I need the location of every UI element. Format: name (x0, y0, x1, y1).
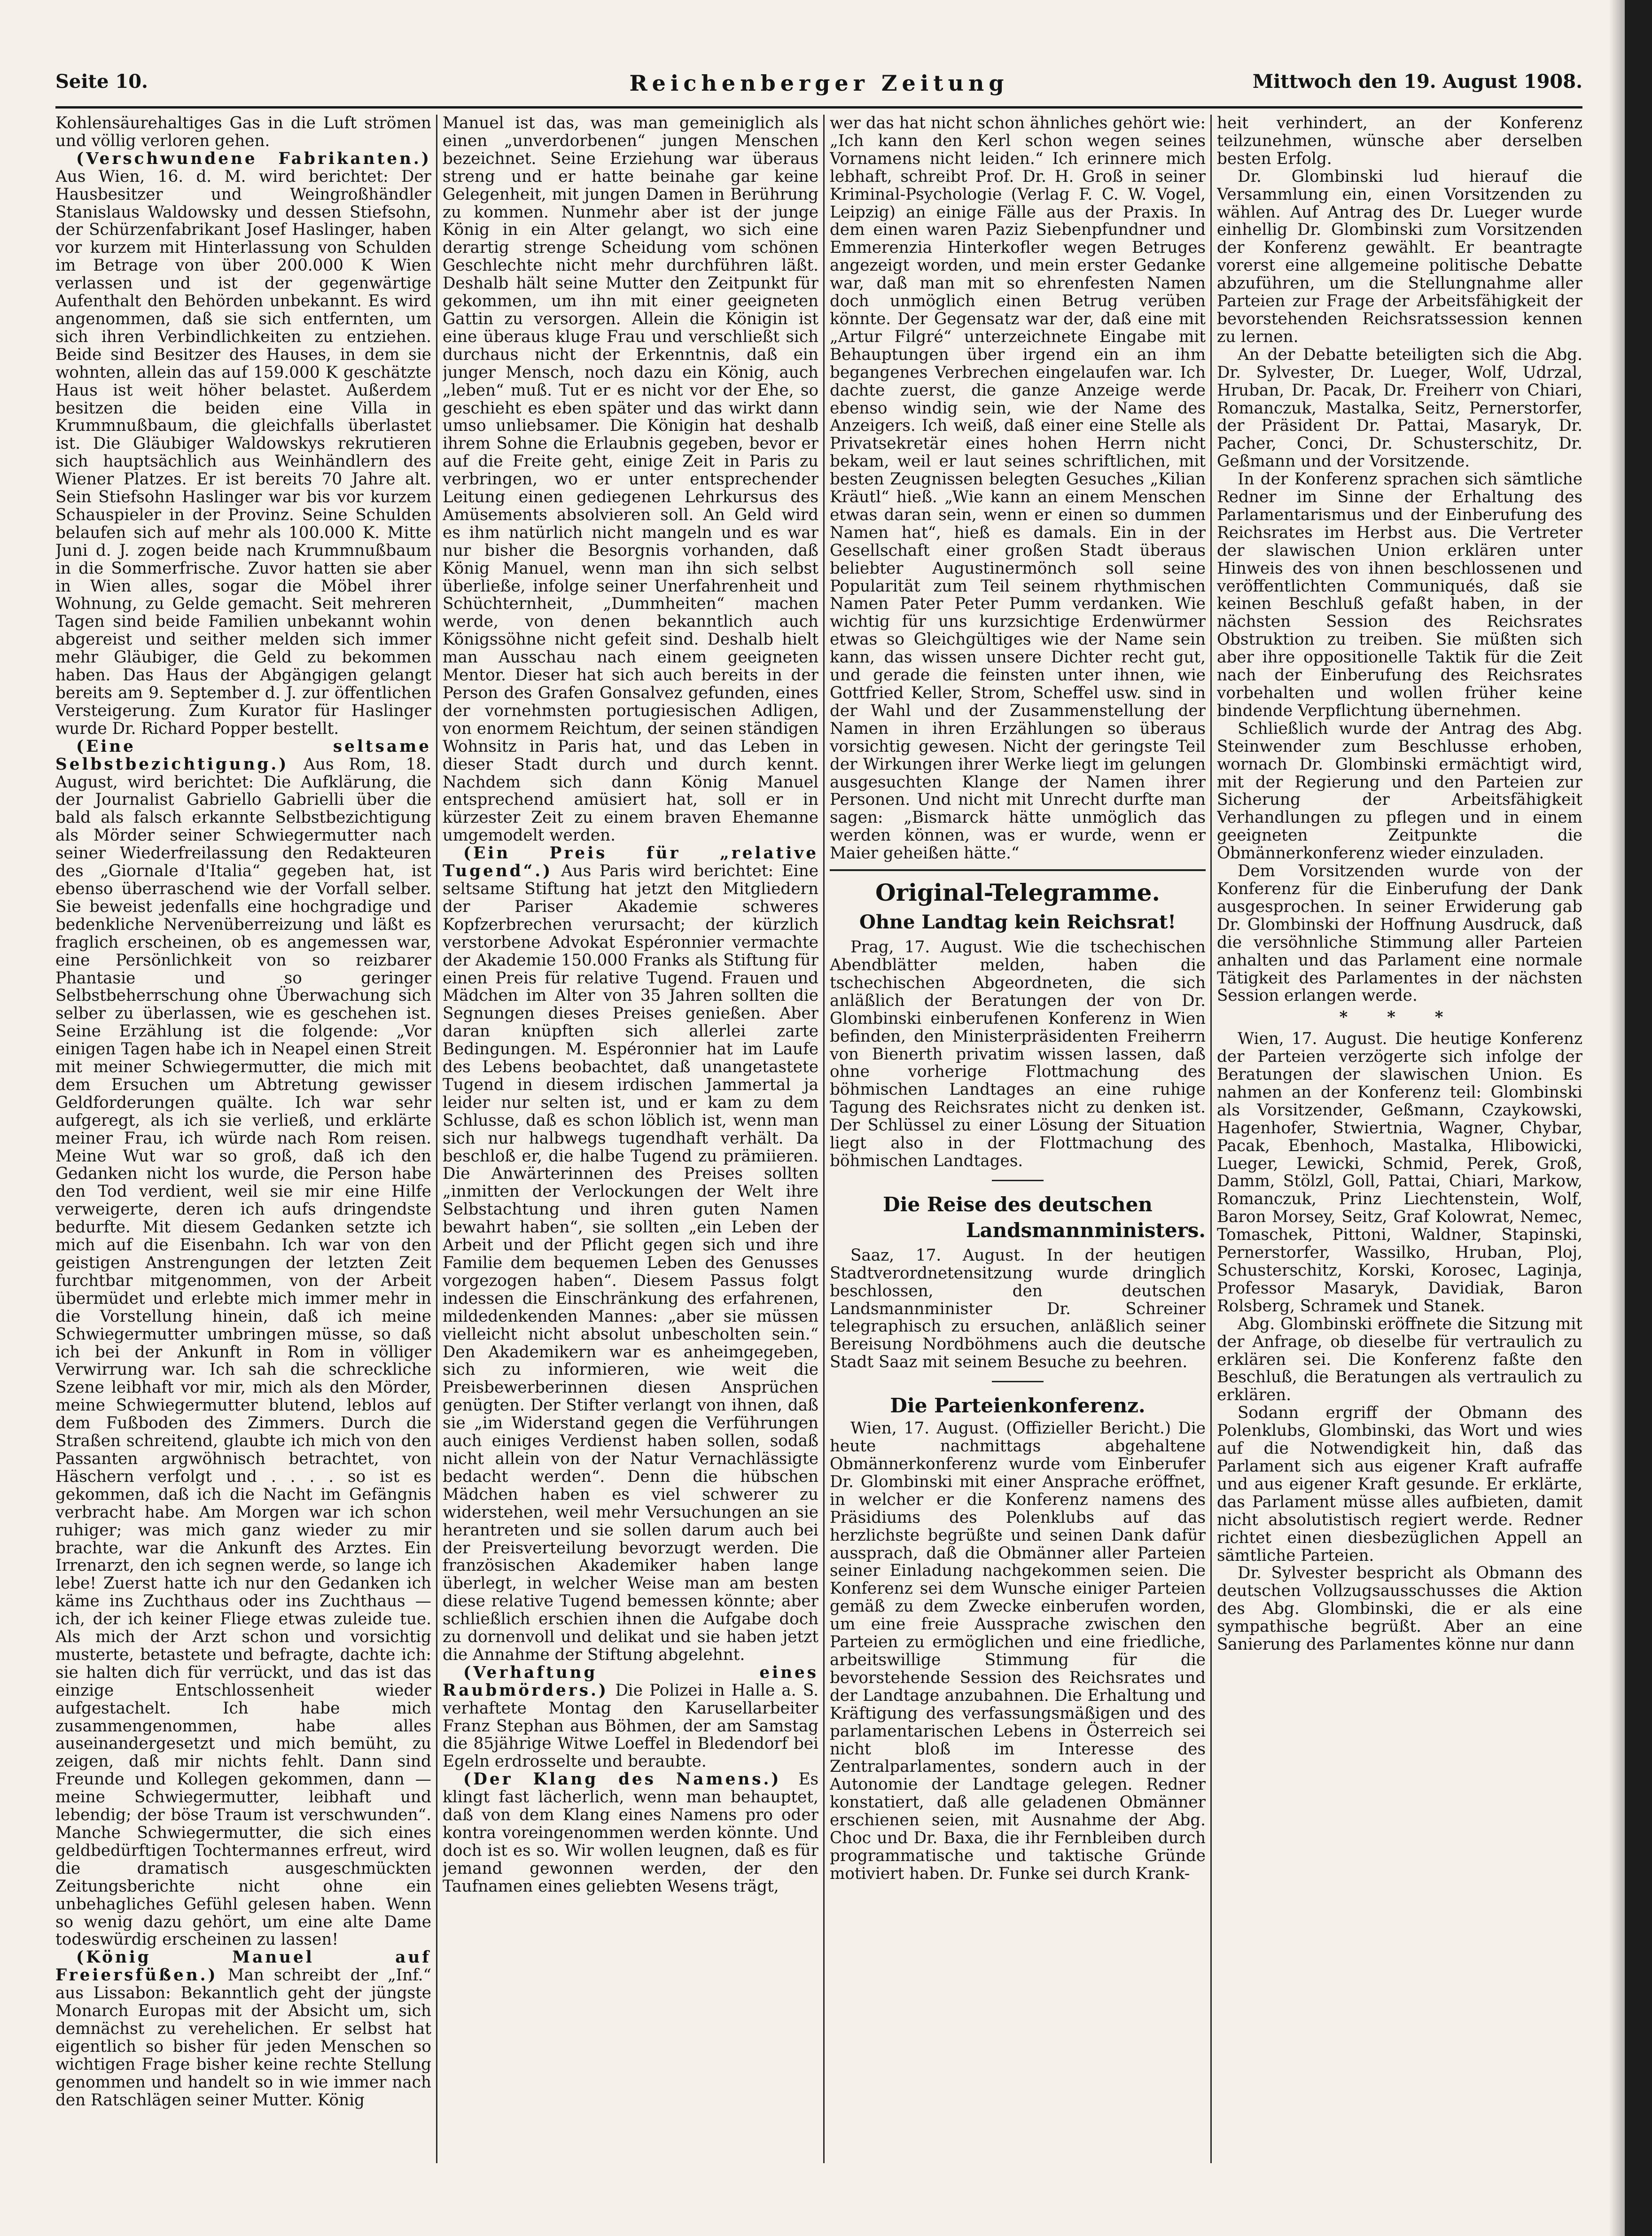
paragraph: Abg. Glombinski eröffnete die Sitzung mit der Anfrage, ob dieselbe für vertraulich zu erklären sei. Die Konferenz faßte den Beschluß, die Beratungen als vertraulich zu erklären. (1217, 1314, 1582, 1405)
telegram-saaz: Saaz, 17. August. In der heutigen Stadtverordnetensitzung wurde dringlich beschlossen, den deutschen Landsmannminister Dr. Schreiner telegraphisch zu ersuchen, anläßlich seiner Bereisung Nordböhmens auch die deutsche Stadt Saaz mit seinem Besuche zu beehren. (830, 1246, 1206, 1372)
paragraph: Sodann ergriff der Obmann des Polenklubs, Glombinski, das Wort und wies auf die Notwendigkeit hin, daß das Parlament sich aus eigener Kraft aufraffe und aus eigener Kraft gesunde. Er erklärte, das Parlament müsse alles aufbieten, damit nicht absolutistisch regiert werde. Redner richtet einen diesbezüglichen Appell an sämtliche Parteien. (1217, 1403, 1582, 1565)
issue-date: Mittwoch den 19. August 1908. (1252, 70, 1582, 93)
scan-edge (1625, 0, 1652, 2236)
article-arrest (443, 1664, 818, 1771)
paragraph: In der Konferenz sprachen sich sämtliche Redner im Sinne der Erhaltung des Parlamentarismus und der Einberufung des Reichsrates im Herbst aus. Die Vertreter der slawischen Union erklären unter Hinweis des von ihnen beschlossenen und veröffentlichten Communiqués, daß sie keinen Beschluß gefaßt haben, in der nächsten Session des Reichsrates Obstruktion zu treiben. Sie müßten sich aber ihre oppositionelle Taktik für die Zeit nach der Einberufung des Reichsrates vorbehalten und wollen früher keine bindende Verpflichtung übernehmen. (1217, 470, 1582, 720)
paragraph: An der Debatte beteiligten sich die Abg. Dr. Sylvester, Dr. Lueger, Wolf, Udrzal, Hruban, Dr. Pacak, Dr. Freiherr von Chiari, Romanczuk, Mastalka, Seitz, Pernerstorfer, der Präsident Dr. Pattai, Masaryk, Dr. Pacher, Conci, Dr. Schusterschitz, Dr. Geßmann und der Vorsitzende. (1217, 345, 1582, 471)
section-heading-minister-1: Die Reise des deutschen (883, 1192, 1153, 1216)
telegram-prague: Prag, 17. August. Wie die tschechischen Abendblätter melden, haben die tschechischen Abgeordneten, die sich anläßlich der Beratungen der von Dr. Glombinski einberufenen Konferenz in Wien befinden, den Ministerpräsidenten Freiherrn von Bienerth privatim wissen lassen, daß ohne vorherige Flottmachung des böhmischen Landtages an eine ruhige Tagung des Reichsrates nicht zu denken ist. Der Schlüssel zu einer Lösung der Situation liegt also in der Flottmachung des böhmischen Landtages. (830, 938, 1206, 1170)
paragraph: Schließlich wurde der Antrag des Abg. Steinwender zum Beschlusse erhoben, wornach Dr. Glombinski ermächtigt wird, mit der Regierung und den Parteien zur Sicherung der Arbeitsfähigkeit Verhandlungen zu pflegen und in einem geeigneten Zeitpunkte die Obmännerkonferenz wieder einzuladen. (1217, 719, 1582, 863)
article-title: (Eine seltsame Selbstbezichtigung.) (55, 737, 431, 774)
article-title: (König Manuel auf Freiersfüßen.) (55, 1948, 431, 1985)
section-heading-conference: Die Parteienkonferenz. (890, 1394, 1145, 1418)
header-rule (55, 106, 1582, 109)
article-sound-of-name (443, 1771, 818, 1895)
article-title: (Der Klang des Namens.) (463, 1770, 781, 1789)
article-body: Es klingt fast lächerlich, wenn man behauptet, daß von dem Klang eines Namens pro oder kontra voreingenommen werden könnte. Und doch ist es so. Wir wollen leugnen, daß es für jemand gewonnen werden, der den Taufnamen eines geliebten Wesens trägt, (443, 1770, 818, 1896)
article-continuation: Manuel ist das, was man gemeiniglich als einen „unverdorbenen“ jungen Menschen bezeichnet. Seine Erziehung war überaus streng und er hatte beinahe gar keine Gelegenheit, mit jungen Damen in Berührung zu kommen. Nunmehr aber ist der junge König in ein Alter gelangt, wo sich eine derartig strenge Scheidung vom schönen Geschlechte nicht mehr durchführen läßt. Deshalb hält seine Mutter den Zeitpunkt für gekommen, um ihn mit einer geeigneten Gattin zu versorgen. Allein die Königin ist eine überaus kluge Frau und verschließt sich durchaus nicht der Erkenntnis, daß ein junger Mensch, noch dazu ein König, auch „leben“ muß. Tut er es nicht vor der Ehe, so geschieht es eben später und das wirkt dann umso unliebsamer. Die Königin hat deshalb ihrem Sohne die Erlaubnis gegeben, bevor er auf die Freite geht, einige Zeit in Paris zu verbringen, wo er unter entsprechender Leitung einen gediegenen Lehrkursus des Amüsements absolvieren soll. An Geld wird es ihm natürlich nicht mangeln und es war nur bisher die Besorgnis vorhanden, daß König Manuel, wenn man ihn sich selbst überließe, infolge seiner Unerfahrenheit und Schüchternheit, „Dummheiten“ machen werde, von denen bekanntlich auch Königssöhne nicht gefeit sind. Deshalb hielt man Ausschau nach einem geeigneten Mentor. Dieser hat sich auch bereits in der Person des Grafen Gonsalvez gefunden, eines der vornehmsten portugiesischen Adligen, von enormem Reichtum, der seinen ständigen Wohnsitz in Paris hat, und das Leben in dieser Stadt durch und durch kennt. Nachdem sich dann König Manuel entsprechend amüsiert hat, soll er in kürzester Zeit zu einem braven Ehemanne umgemodelt werden. (443, 115, 818, 845)
telegrams-heading: Original-Telegramme. (875, 879, 1160, 907)
scan-shadow (1609, 0, 1625, 2236)
article-title: (Verhaftung eines Raubmörders.) (443, 1663, 818, 1700)
paragraph: Dem Vorsitzenden wurde von der Konferenz für die Einberufung der Dank ausgesprochen. In seiner Erwiderung gab Dr. Glombinski der Hoffnung Ausdruck, daß die versöhnliche Stimmung aller Parteien anhalten und das Parlament eine normale Tätigkeit des Parlamentes in der nächsten Session erlangen werde. (1217, 862, 1582, 1005)
column-1 (55, 115, 431, 2163)
paragraph: Dr. Glombinski lud hierauf die Versammlung ein, einen Vorsitzenden zu wählen. Auf Antrag des Dr. Lueger wurde einhellig Dr. Glombinski zum Vorsitzenden der Konferenz gewählt. Er beantragte vorerst eine allgemeine politische Debatte abzuführen, um die Stellungnahme aller Parteien zur Frage der Arbeitsfähigkeit der bevorstehenden Reichsratssession kennen zu lernen. (1217, 167, 1582, 346)
article-missing-manufacturers (55, 150, 431, 738)
column-3 (830, 115, 1206, 2163)
article-body: Man schreibt der „Inf.“ aus Lissabon: Bekanntlich geht der jüngste Monarch Europas mit der Absicht um, sich demnächst zu verehelichen. Er selbst hat eigentlich so bisher für jeden Menschen so wichtigen Frage bisher keine rechte Stellung genommen und handelt so in wie immer nach den Ratschlägen seiner Mutter. König (55, 1966, 431, 2110)
article-continuation: wer das hat nicht schon ähnliches gehört wie: „Ich kann den Kerl schon wegen seines Vornamens nicht leiden.“ Ich erinnere mich lebhaft, schreibt Prof. Dr. H. Groß in seiner Kriminal-Psychologie (Verlag F. C. W. Vogel, Leipzig) an einige Fälle aus der Praxis. In dem einen waren Paziz Siebenpfundner und Emmerenzia Hinterkofler wegen Betruges angezeigt worden, und mein erster Gedanke war, daß man mit so ehrenfesten Namen doch unmöglich einen Betrug verüben könnte. Der Gegensatz war der, daß eine mit „Artur Filgré“ unterzeichnete Eingabe mit Behauptungen über irgend ein an ihm begangenes Verbrechen eingelaufen war. Ich dachte zuerst, die ganze Anzeige werde ebenso windig sein, wie der Name des Anzeigers. Ich weiß, daß einer eine Stelle als Privatsekretär eines hohen Herrn nicht bekam, weil er laut seines schriftlichen, mit besten Zeugnissen belegten Gesuches „Kilian Kräutl“ hieß. „Wie kann an einem Menschen etwas daran sein, wenn er einen so dummen Namen hat“, hieß es damals. Ein in der Gesellschaft einer großen Stadt überaus beliebter Augustinermönch soll seine Popularität zum Teil seinem rhythmischen Namen Pater Peter Pumm verdanken. Wie wichtig für uns kurzsichtige Erdenwürmer etwas so Gleichgültiges wie der Name sein kann, das wissen unsere Dichter recht gut, und gerade die feinsten unter ihnen, wie Gottfried Keller, Strom, Scheffel usw. sind in der Wahl und der Zusammenstellung der Namen in ihren Erzählungen so überaus vorsichtig gewesen. Nicht der geringste Teil der Wirkungen ihrer Werke liegt im gelungen ausgesuchten Klange der Namen ihrer Personen. Und nicht mit Unrecht durfte man sagen: „Bismarck hätte unmöglich das werden können, was er wurde, wenn er Maier geheißen hätte.“ (830, 115, 1206, 863)
article-body: Aus Paris wird berichtet: Eine seltsame Stiftung hat jetzt den Mitgliedern der Pariser Akademie schweres Kopfzerbrechen verursacht; der kürzlich verstorbene Advokat Espéronnier vermachte der Akademie 150.000 Franks als Stiftung für einen Preis für relative Tugend. Frauen und Mädchen im Alter von 35 Jahren sollten die Segnungen dieses Preises genießen. Aber daran knüpften sich allerlei zarte Bedingungen. M. Espéronnier hat im Laufe des Lebens beobachtet, daß unangetastete Tugend in diesem irdischen Jammertal ja leider nur selten ist, und er kam zu dem Schlusse, daß es schon löblich ist, wenn man sich nur halbwegs tugendhaft verhält. Da beschloß er, die halbe Tugend zu prämiieren. Die Anwärterinnen des Preises sollten „inmitten der Verlockungen der Welt ihre Selbstachtung und ihren guten Namen bewahrt haben“, sie sollten „ein Leben der Arbeit und der Pflicht gegen sich und ihre Familie dem bequemen Leben des Genusses vorgezogen haben“. Diesem Passus folgt indessen die Einschränkung des erfahrenen, mildedenkenden Mannes: „aber sie müssen vielleicht nicht absolut unbescholten sein.“ Den Akademikern war es anheimgegeben, sich zu informieren, wie weit die Preisbewerberinnen diesen Ansprüchen genügten. Der Stifter verlangt von ihnen, daß sie „im Widerstand gegen die Verführungen auch einiges Verdienst haben sollen, sodaß nicht allein von der Natur Vernachlässigte bedacht werden“. Denn die hübschen Mädchen haben es viel schwerer zu widerstehen, weil mehr Versuchungen an sie herantreten und sie sollen darum auch bei der Preisverteilung bevorzugt werden. Die französischen Akademiker haben lange überlegt, in welcher Weise man am besten diese relative Tugend bemessen könnte; aber schließlich erschien ihnen die Aufgabe doch zu dornenvoll und delikat und sie haben jetzt die Annahme der Stiftung abgelehnt. (443, 862, 818, 1664)
article-virtue-prize (443, 845, 818, 1664)
article-body: Aus Wien, 16. d. M. wird berichtet: Der Hausbesitzer und Weingroßhändler Stanislaus Waldowsky und dessen Stiefsohn, der Schürzenfabrikant Josef Haslinger, haben vor kurzem mit Hinterlassung von Schulden im Betrage von über 200.000 K Wien verlassen und ist der gegenwärtige Aufenthalt den Behörden unbekannt. Es wird angenommen, daß sie sich entfernten, um sich ihren Verbindlichkeiten zu entziehen. Beide sind Besitzer des Hauses, in dem sie wohnten, allein das auf 159.000 K geschätzte Haus ist weit höher belastet. Außerdem besitzen die beiden eine Villa in Krummnußbaum, die gleichfalls überlastet ist. Die Gläubiger Waldowskys rekrutieren sich hauptsächlich aus Weinhändlern des Wiener Platzes. Er ist bereits 70 Jahre alt. Sein Stiefsohn Haslinger war bis vor kurzem Schauspieler in der Provinz. Seine Schulden belaufen sich auf mehr als 100.000 K. Mitte Juni d. J. zogen beide nach Krummnußbaum in die Sommerfrische. Zuvor hatten sie aber in Wien alles, sogar die Möbel ihrer Wohnung, zu Gelde gemacht. Seit mehreren Tagen sind beide Familien unbekannt wohin abgereist und seither melden sich immer mehr Gläubiger, die Geld zu bekommen haben. Das Haus der Abgängigen gelangt bereits am 9. September d. J. zur öffentlichen Versteigerung. Zum Kurator für Haslinger wurde Dr. Richard Popper bestellt. (55, 167, 431, 738)
column-rule-3 (1210, 115, 1212, 2163)
article-continuation: Kohlensäurehaltiges Gas in die Luft strömen und völlig verloren gehen. (55, 115, 431, 150)
paragraph: Wien, 17. August. Die heutige Konferenz der Parteien verzögerte sich infolge der Beratungen der slawischen Union. Es nahmen an der Konferenz teil: Glombinski als Vorsitzender, Geßmann, Czaykowski, Hagenhofer, Stwiertnia, Wagner, Chybar, Pacak, Ebenhoch, Mastalka, Hlibowicki, Lueger, Lewicki, Schmid, Perek, Groß, Damm, Stölzl, Goll, Pattai, Chiari, Markow, Romanczuk, Prinz Liechtenstein, Wolf, Baron Morsey, Seitz, Graf Kolowrat, Nemec, Tomaschek, Pittoni, Waldner, Stapinski, Pernerstorfer, Wassilko, Hruban, Ploj, Schusterschitz, Korski, Korosec, Laginja, Professor Masaryk, Davidiak, Baron Rolsberg, Schramek und Stanek. (1217, 1029, 1582, 1316)
column-4 (1217, 115, 1582, 2163)
page-header (55, 70, 1582, 101)
article-body: Die Polizei in Halle a. S. verhaftete Montag den Karusellarbeiter Franz Stephan aus Böhmen, der am Samstag die 85jährige Witwe Loeffel in Bledendorf bei Egeln erdrosselte und beraubte. (443, 1681, 818, 1771)
column-2 (443, 115, 818, 2163)
article-title: (Ein Preis für „relative Tugend“.) (443, 844, 818, 881)
article-title: (Verschwundene Fabrikanten.) (76, 149, 431, 168)
divider (992, 1180, 1044, 1181)
page-number: Seite 10. (55, 70, 148, 93)
divider (992, 1381, 1044, 1382)
section-stars: * * * (1339, 1008, 1460, 1027)
column-rule-1 (436, 115, 437, 2163)
column-rule-2 (823, 115, 825, 2163)
telegram-subheading: Ohne Landtag kein Reichsrat! (859, 911, 1176, 934)
article-body: Aus Rom, 18. August, wird berichtet: Die Aufklärung, die der Journalist Gabriello Gabrielli über die bald als falsch erkannte Selbstbezichtigung als Mörder seiner Schwiegermutter nach seiner Wiederfreilassung den Redakteuren des „Giornale d'Italia“ gegeben hat, ist ebenso überraschend wie der Vorfall selber. Sie beweist jedenfalls eine hochgradige und bedenkliche Nervenüberreizung und läßt es fraglich erscheinen, ob es angemessen war, eine Persönlichkeit von so reizbarer Phantasie und so geringer Selbstbeherrschung ohne Überwachung sich selber zu überlassen, wie es geschehen ist. Seine Erzählung ist die folgende: „Vor einigen Tagen habe ich in Neapel einen Streit mit meiner Schwiegermutter, die mich mit dem Ersuchen um Abtretung gewisser Geldforderungen quälte. Ich war sehr aufgeregt, als ich sie verließ, und erklärte meiner Frau, ich würde nach Rom reisen. Meine Wut war so groß, daß ich den Gedanken nicht los wurde, die Person habe den Tod verdient, weil sie mir eine Hilfe verweigerte, deren ich aufs dringendste bedurfte. Mit diesem Gedanken setzte ich mich auf die Eisenbahn. Ich war von den geistigen Anstrengungen der letzten Zeit furchtbar mitgenommen, von der Arbeit übermüdet und erlebte mich immer mehr in die Vorstellung hinein, daß ich meine Schwiegermutter umbringen müsse, so daß ich bei der Ankunft in Rom in völliger Verwirrung war. Ich sah die schreckliche Szene leibhaft vor mir, mich als den Mörder, meine Schwiegermutter blutend, leblos auf dem Fußboden des Zimmers. Durch die Straßen schreitend, glaubte ich mich von den Passanten argwöhnisch betrachtet, von Häschern verfolgt und . . . . so ist es gekommen, daß ich die Nacht im Gefängnis verbracht habe. Am Morgen war ich schon ruhiger; was mich ganz wieder zu mir brachte, war die Ankunft des Arztes. Ein Irrenarzt, den ich segnen werde, so lange ich lebe! Zuerst hatte ich nur den Gedanken ich käme ins Zuchthaus oder ins Zuchthaus — ich, der ich keiner Fliege etwas zuleide tue. Als mich der Arzt schon und vorsichtig musterte, betastete und befragte, dachte ich: sie halten dich für verrückt, und das ist das einzige Entschlossenheit wieder aufgestachelt. Ich habe mich zusammengenommen, habe alles auseinandergesetzt und mich bemüht, zu zeigen, daß mir nichts fehlt. Dann sind Freunde und Kollegen gekommen, dann — meine Schwiegermutter, leibhaft und lebendig; der böse Traum ist verschwunden“. Manche Schwiegermutter, die sich eines geldbedürftigen Tochtermannes erfreut, wird die dramatisch ausgeschmückten Zeitungsberichte nicht ohne ein unbehagliches Gefühl gelesen haben. Wenn so wenig dazu gehört, um eine alte Dame todeswürdig erscheinen zu lassen! (55, 755, 431, 1949)
paragraph: Dr. Sylvester bespricht als Obmann des deutschen Vollzugsausschusses die Aktion des Abg. Glombinski, die er als eine sympathische begrüßt. Aber an eine Sanierung des Parlamentes könne nur dann (1217, 1564, 1582, 1654)
article-king-manuel (55, 1949, 431, 2109)
section-rule (830, 869, 1206, 871)
article-continuation: heit verhindert, an der Konferenz teilzunehmen, wünsche aber derselben besten Erfolg. (1217, 115, 1582, 168)
telegram-vienna-conference: Wien, 17. August. (Offizieller Bericht.) Die heute nachmittags abgehaltene Obmännerkonferenz wurde vom Einberufer Dr. Glombinski mit einer Ansprache eröffnet, in welcher er die Konferenz namens des Präsidiums des Polenklubs auf das herzlichste begrüßte und seinen Dank dafür aussprach, daß die Obmänner aller Parteien seiner Einladung nachgekommen seien. Die Konferenz sei dem Wunsche einiger Parteien gemäß zu dem Zwecke einberufen worden, um eine freie Aussprache zwischen den Parteien zu ermöglichen und eine friedliche, arbeitswillige Stimmung für die bevorstehende Session des Reichsrates und der Landtage anzubahnen. Die Erhaltung und Kräftigung des verfassungsmäßigen und des parlamentarischen Lebens in Österreich sei nicht bloß im Interesse des Zentralparlamentes, sondern auch in der Autonomie der Landtage gelegen. Redner konstatiert, daß alle geladenen Obmänner erschienen seien, mit Ausnahme der Abg. Choc und Dr. Baxa, die ihr Fernbleiben durch programmatische und taktische Gründe motiviert haben. Dr. Funke sei durch Krank- (830, 1419, 1206, 1883)
article-self-accusation (55, 738, 431, 1949)
section-heading-minister-2: Landsmannministers. (966, 1218, 1206, 1242)
newspaper-title: Reichenberger Zeitung (629, 70, 1009, 96)
